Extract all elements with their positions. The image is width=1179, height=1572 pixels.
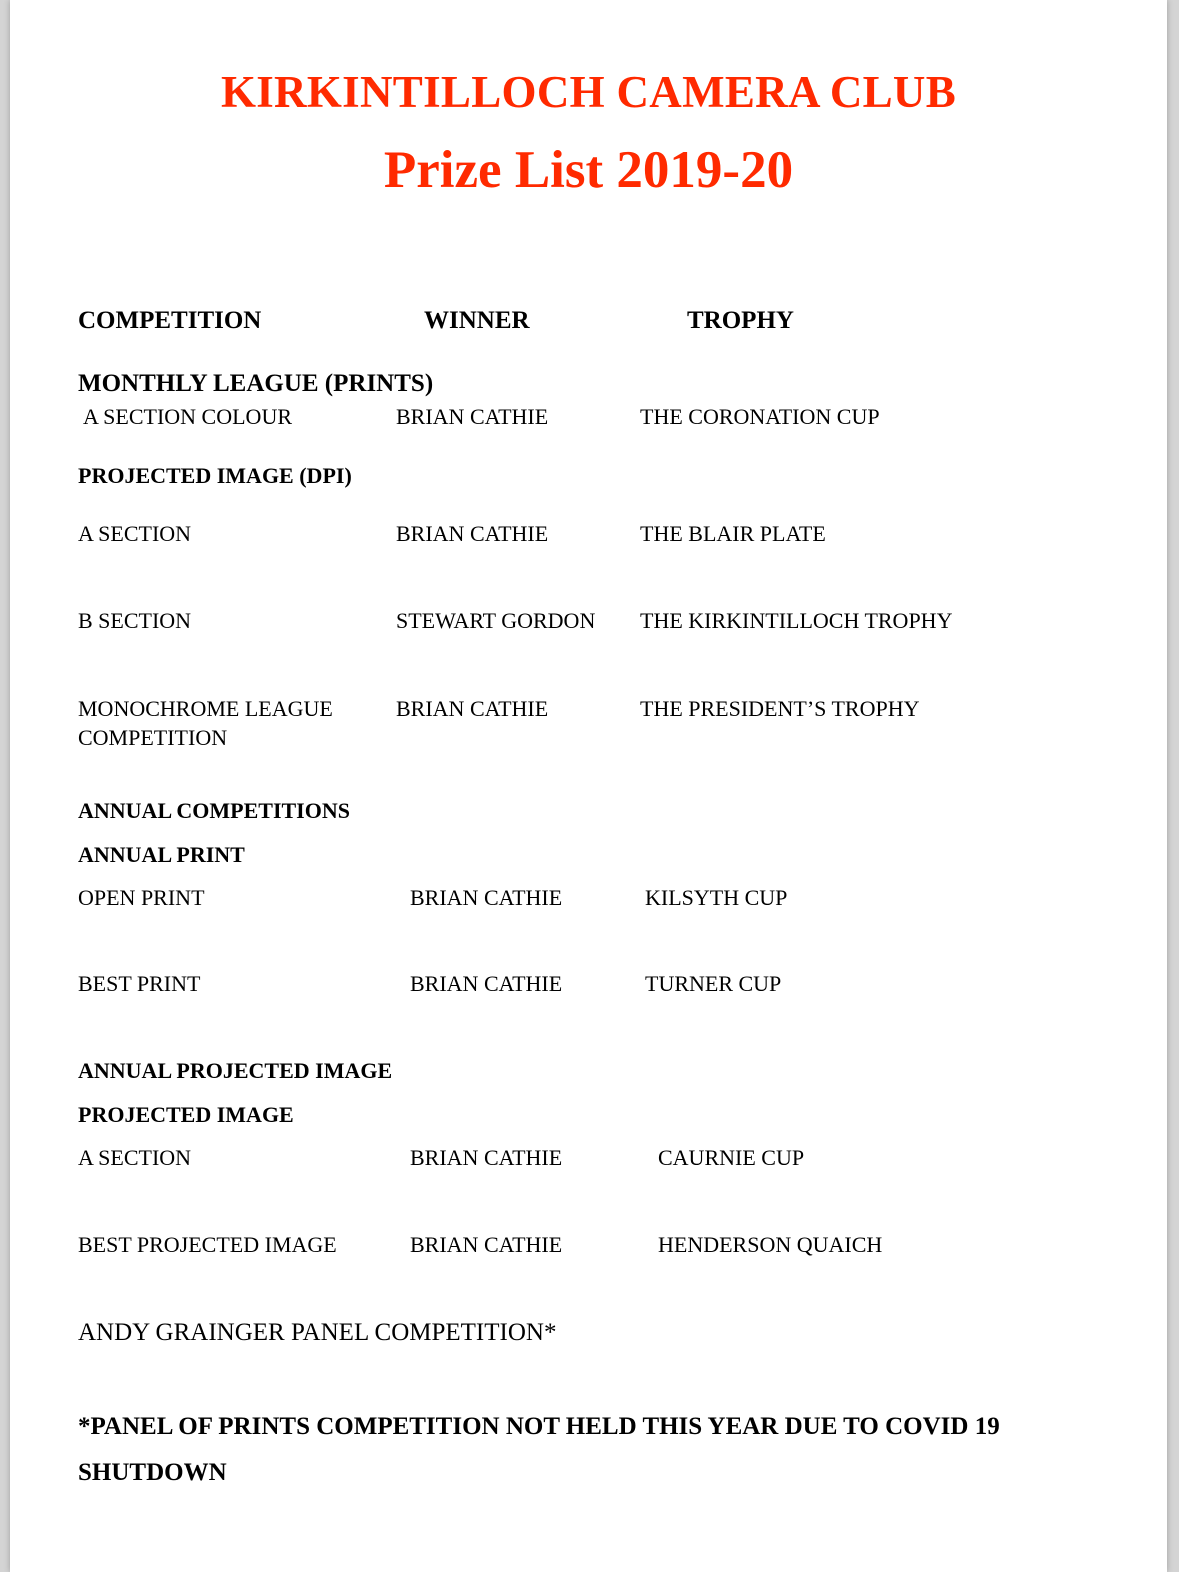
document-page: [10, 0, 1167, 1572]
row-competition: A SECTION: [78, 1145, 192, 1170]
subheading-annual-print: ANNUAL PRINT: [78, 842, 245, 867]
row-trophy: THE BLAIR PLATE: [640, 521, 826, 546]
header-winner: WINNER: [424, 307, 530, 334]
header-trophy: TROPHY: [687, 307, 794, 334]
panel-competition: ANDY GRAINGER PANEL COMPETITION*: [78, 1319, 557, 1346]
header-competition: COMPETITION: [78, 307, 262, 334]
covid-footnote: *PANEL OF PRINTS COMPETITION NOT HELD THIS YEAR DUE TO COVID 19 SHUTDOWN: [78, 1413, 1000, 1486]
row-winner: BRIAN CATHIE: [396, 696, 549, 721]
section-heading-monthly-league: MONTHLY LEAGUE (PRINTS): [78, 370, 434, 397]
row-trophy: THE PRESIDENT’S TROPHY: [640, 696, 920, 721]
prize-list-title: Prize List 2019-20: [383, 141, 794, 199]
row-trophy: TURNER CUP: [645, 971, 782, 996]
row-competition: MONOCHROME LEAGUE: [78, 696, 333, 721]
row-competition: B SECTION: [78, 608, 192, 633]
row-winner: BRIAN CATHIE: [410, 971, 563, 996]
club-title: KIRKINTILLOCH CAMERA CLUB: [220, 67, 957, 117]
row-trophy: THE KIRKINTILLOCH TROPHY: [640, 608, 953, 633]
row-competition: A SECTION: [78, 521, 192, 546]
row-trophy: THE CORONATION CUP: [640, 404, 880, 429]
row-trophy: HENDERSON QUAICH: [658, 1232, 883, 1257]
row-competition: BEST PRINT: [78, 971, 201, 996]
row-winner: BRIAN CATHIE: [410, 885, 563, 910]
row-competition: A SECTION COLOUR: [83, 404, 293, 429]
row-competition: OPEN PRINT: [78, 885, 205, 910]
row-winner: STEWART GORDON: [396, 608, 596, 633]
row-trophy: CAURNIE CUP: [658, 1145, 805, 1170]
row-trophy: KILSYTH CUP: [645, 885, 788, 910]
subheading-projected-image: PROJECTED IMAGE: [78, 1102, 294, 1127]
section-heading-annual-projected: ANNUAL PROJECTED IMAGE: [78, 1058, 393, 1083]
row-competition: BEST PROJECTED IMAGE: [78, 1232, 337, 1257]
row-winner: BRIAN CATHIE: [396, 521, 549, 546]
row-winner: BRIAN CATHIE: [410, 1145, 563, 1170]
section-heading-annual: ANNUAL COMPETITIONS: [78, 798, 350, 823]
row-winner: BRIAN CATHIE: [396, 404, 549, 429]
row-competition-line2: COMPETITION: [78, 725, 228, 750]
section-heading-projected-image: PROJECTED IMAGE (DPI): [78, 463, 352, 488]
row-winner: BRIAN CATHIE: [410, 1232, 563, 1257]
